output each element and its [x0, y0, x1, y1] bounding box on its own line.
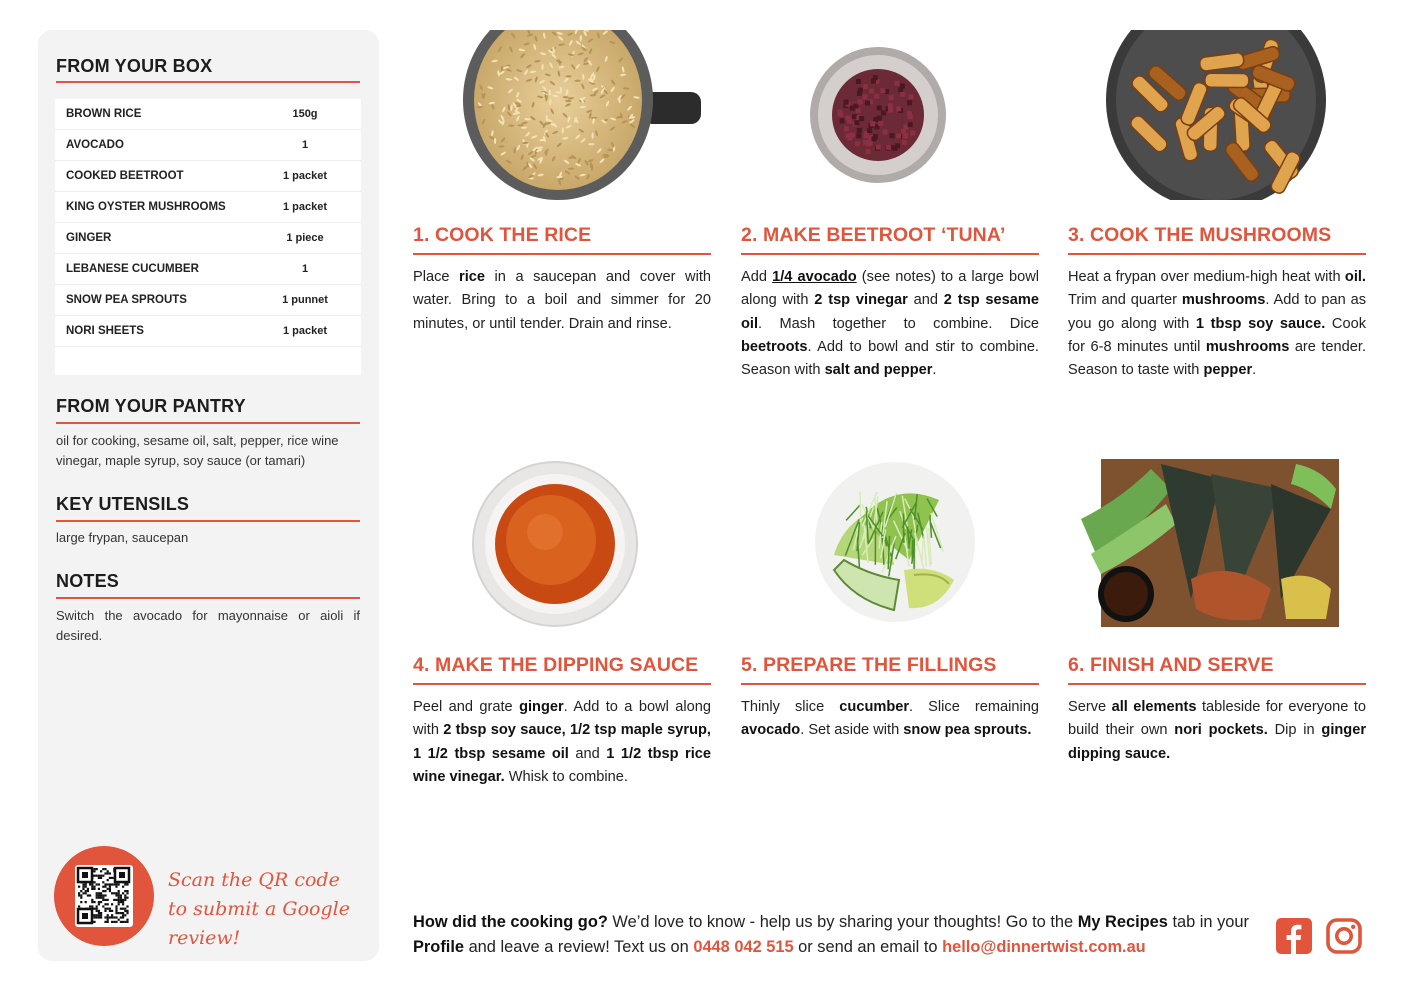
step-highlight: 1 tbsp soy sauce. — [1195, 315, 1326, 332]
ingredient-name: KING OYSTER MUSHROOMS — [66, 201, 226, 213]
footer-text: or send an email to — [793, 938, 943, 956]
heading-divider — [56, 81, 360, 83]
from-your-pantry-heading: FROM YOUR PANTRY — [56, 396, 246, 416]
step-text: (see notes) to a large bowl along with — [741, 269, 1039, 309]
step-text: Add — [741, 269, 773, 285]
step-highlight: nori pockets. — [1174, 722, 1268, 739]
ingredient-quantity: 1 packet — [282, 170, 328, 182]
ingredient-name: NORI SHEETS — [66, 325, 144, 337]
heading-divider — [56, 422, 360, 424]
ingredient-name: LEBANESE CUCUMBER — [66, 263, 199, 275]
ingredient-quantity: 150g — [292, 108, 318, 120]
sidebar — [38, 30, 379, 961]
step-highlight: snow pea sprouts. — [903, 722, 1032, 739]
ingredient-name: BROWN RICE — [66, 108, 142, 120]
pantry-text: oil for cooking, sesame oil, salt, pepper, rice wine vinegar, maple syrup, soy sauce (or tamari) — [56, 433, 339, 468]
step-text: . Add to a bowl along with — [413, 699, 711, 739]
step-highlight: 2 tbsp soy sauce, 1/2 tsp maple syrup, 1 1/2 tbsp sesame oil — [413, 722, 711, 762]
step-text: Place — [413, 269, 460, 285]
step-text: are tender. Season to taste with — [1068, 338, 1366, 379]
step-divider — [1068, 253, 1366, 255]
qr-code-icon[interactable] — [75, 865, 133, 927]
step-divider — [741, 253, 1039, 255]
ingredient-quantity: 1 punnet — [282, 294, 328, 306]
step-title: 4. MAKE THE DIPPING SAUCE — [413, 654, 699, 676]
step-text: . — [932, 362, 937, 379]
ingredient-row — [55, 316, 361, 347]
ingredient-quantity: 1 — [301, 139, 309, 151]
step-highlight: pepper — [1203, 362, 1253, 379]
qr-code-badge[interactable] — [54, 846, 154, 946]
heading-divider — [56, 520, 360, 522]
heading-divider — [56, 597, 360, 599]
step-instructions — [1068, 266, 1366, 382]
step-instructions — [741, 266, 1039, 382]
step-highlight: ginger dipping sauce. — [1068, 722, 1366, 762]
footer-review-message — [413, 910, 1263, 960]
step-instructions — [413, 696, 711, 789]
utensils-text: large frypan, saucepan — [56, 530, 189, 545]
step-text: Cook for 6-8 minutes until — [1068, 315, 1366, 355]
from-your-box-heading: FROM YOUR BOX — [56, 56, 213, 76]
instagram-icon[interactable] — [1326, 918, 1362, 954]
ingredient-quantity: 1 piece — [286, 232, 324, 244]
step-text: . Mash together to combine. Dice — [758, 315, 1039, 332]
ingredient-row — [55, 161, 361, 192]
step-highlight: oil. — [1344, 269, 1366, 285]
ingredient-name: COOKED BEETROOT — [66, 170, 184, 182]
step-title: 6. FINISH AND SERVE — [1068, 654, 1274, 676]
step-text: . Add to pan as you go along with — [1068, 292, 1367, 332]
ingredient-row — [55, 99, 361, 130]
qr-review-prompt: Scan the QR code to submit a Google review! — [168, 869, 350, 949]
footer-text: and leave a review! Text us on — [464, 938, 694, 956]
step-instructions — [413, 266, 711, 336]
step-text: Thinly slice — [741, 699, 840, 715]
footer-text: We’d love to know - help us by sharing your thoughts! Go to the — [607, 913, 1078, 931]
step-divider — [1068, 683, 1366, 685]
step-text: Peel and grate — [413, 699, 520, 715]
step-text: Heat a frypan over medium-high heat with — [1068, 269, 1345, 285]
step-highlight: avocado — [741, 722, 801, 739]
footer-text: tab in your — [1167, 913, 1249, 931]
facebook-icon[interactable] — [1276, 918, 1312, 954]
step-text: and — [568, 745, 607, 762]
ingredient-row — [55, 285, 361, 316]
step-highlight: 2 tsp sesame oil — [741, 292, 1039, 332]
rice-saucepan-image — [463, 30, 703, 200]
step-highlight: 1/4 avocado — [772, 269, 857, 285]
step-highlight: mushrooms — [1205, 338, 1290, 355]
step-text: tableside for everyone to build their own — [1068, 699, 1366, 739]
step-highlight: salt and pepper — [824, 362, 933, 379]
ingredient-row — [55, 130, 361, 161]
step-divider — [413, 683, 711, 685]
phone-link[interactable]: 0448 042 515 — [693, 938, 794, 956]
step-title: 2. MAKE BEETROOT ‘TUNA’ — [741, 224, 1006, 246]
ingredient-quantity: 1 packet — [282, 201, 328, 213]
beetroot-bowl-image — [808, 45, 948, 185]
key-utensils-heading: KEY UTENSILS — [56, 494, 190, 514]
step-text: . Slice remaining — [909, 699, 1039, 715]
ingredient-row — [55, 192, 361, 223]
step-title: 3. COOK THE MUSHROOMS — [1068, 224, 1332, 246]
step-instructions — [741, 696, 1039, 743]
footer-highlight: My Recipes — [1077, 913, 1168, 931]
footer-highlight: How did the cooking go? — [413, 913, 608, 931]
step-highlight: ginger — [519, 699, 564, 715]
ingredient-row — [55, 254, 361, 285]
step-divider — [741, 683, 1039, 685]
ingredient-quantity: 1 — [301, 263, 309, 275]
step-highlight: 1 1/2 tbsp rice wine vinegar. — [413, 745, 711, 785]
dipping-sauce-bowl-image — [471, 460, 639, 628]
ingredients-table — [55, 99, 361, 375]
step-divider — [413, 253, 711, 255]
ingredient-name: SNOW PEA SPROUTS — [66, 294, 187, 306]
step-text: . — [1252, 362, 1257, 379]
notes-heading: NOTES — [56, 571, 120, 591]
step-title: 5. PREPARE THE FILLINGS — [741, 654, 997, 676]
step-text: in a saucepan and cover with water. Bring to a boil and simmer for 20 minutes, or until tender. Drain and rinse. — [413, 269, 711, 332]
step-text: . Set aside with — [800, 722, 904, 739]
step-instructions — [1068, 696, 1366, 766]
step-text: and — [907, 292, 944, 309]
ingredient-name: AVOCADO — [66, 139, 124, 151]
step-highlight: 2 tsp vinegar — [814, 292, 908, 309]
step-text: Whisk to combine. — [504, 768, 628, 785]
step-text: Serve — [1068, 699, 1112, 715]
email-link[interactable]: hello@dinnertwist.com.au — [942, 938, 1146, 956]
step-highlight: mushrooms — [1181, 292, 1266, 309]
notes-text: Switch the avocado for mayonnaise or aioli if desired. — [56, 608, 360, 643]
step-highlight: rice — [459, 269, 486, 285]
step-highlight: all elements — [1111, 699, 1197, 715]
step-text: Dip in — [1267, 722, 1322, 739]
ingredient-row — [55, 223, 361, 254]
mushrooms-frypan-image — [1106, 30, 1331, 200]
ingredient-name: GINGER — [66, 232, 112, 244]
footer-highlight: Profile — [413, 938, 465, 956]
step-highlight: cucumber — [839, 699, 910, 715]
step-title: 1. COOK THE RICE — [413, 224, 592, 246]
step-highlight: beetroots — [741, 338, 808, 355]
nori-pockets-image — [1081, 459, 1339, 627]
step-text: Trim and quarter — [1068, 292, 1182, 309]
fillings-plate-image — [814, 460, 976, 624]
step-text: . Add to bowl and stir to combine. Season with — [741, 338, 1039, 379]
ingredient-quantity: 1 packet — [282, 325, 328, 337]
